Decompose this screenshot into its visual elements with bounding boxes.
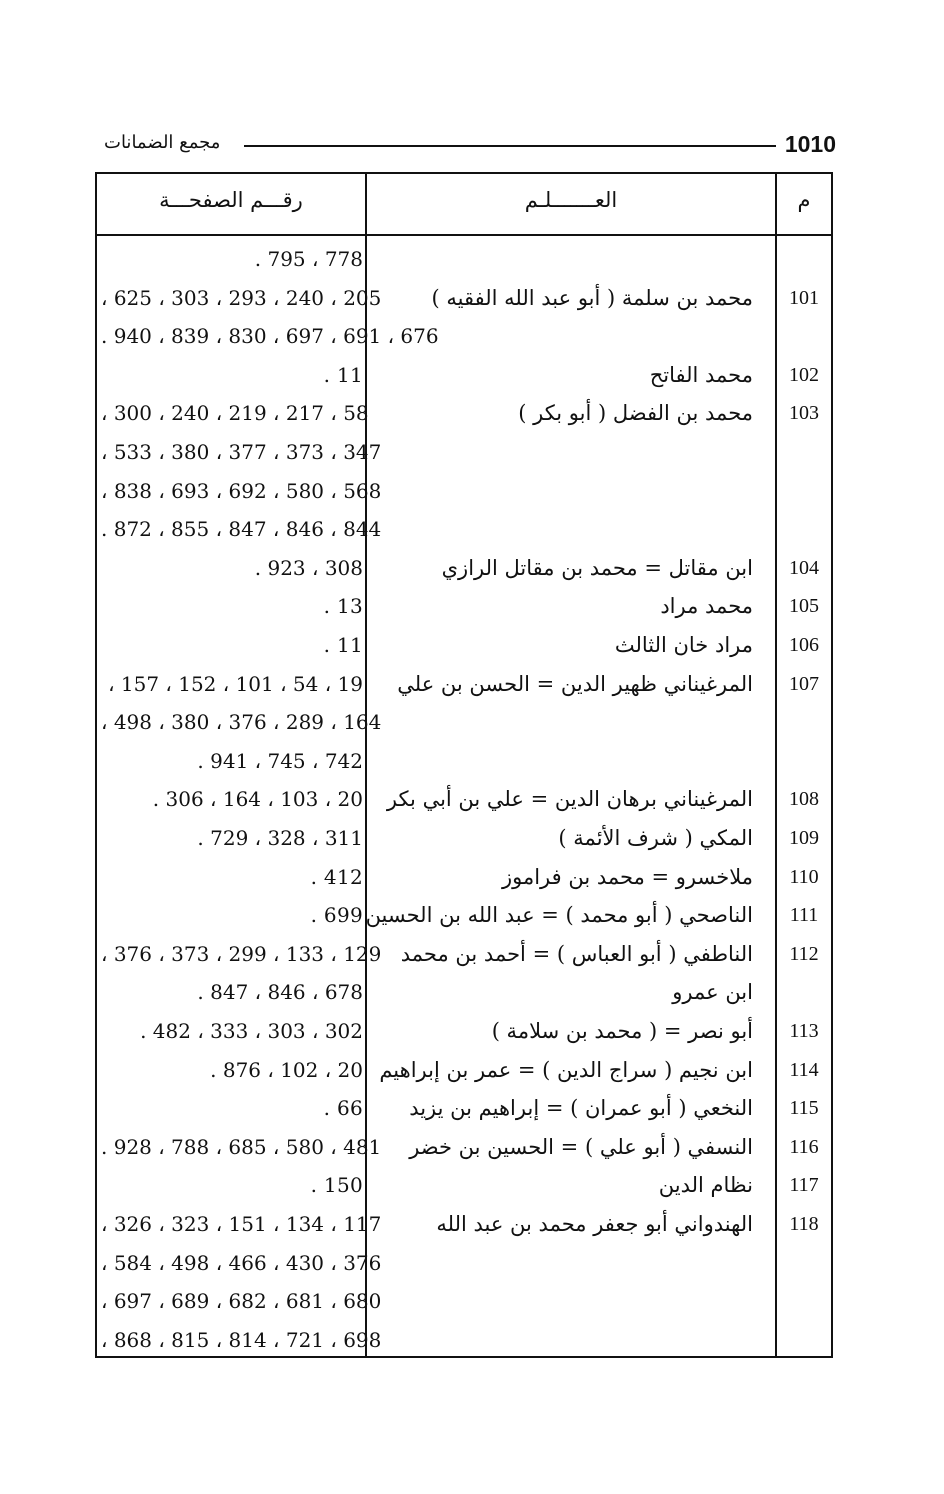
table-row: [97, 587, 831, 625]
row-pages: ، 625 ، 303 ، 293 ، 240 ، 205: [101, 285, 382, 310]
row-number: 117: [789, 1174, 819, 1197]
table-row: [97, 1205, 831, 1243]
row-pages: ، 584 ، 498 ، 466 ، 430 ، 376: [101, 1250, 382, 1275]
row-name: محمد الفاتح: [649, 362, 753, 387]
header-name: العـــــــلـم: [524, 188, 618, 212]
row-number: 106: [789, 634, 819, 656]
table-row: [97, 317, 831, 355]
table-row: [97, 703, 831, 741]
header-divider: [97, 234, 831, 236]
table-row: [97, 973, 831, 1011]
row-number: 112: [789, 942, 819, 965]
row-pages: . 306 ، 164 ، 103 ، 20: [152, 787, 363, 812]
header-rule: [244, 145, 776, 147]
row-pages: ، 376 ، 373 ، 299 ، 133 ، 129: [101, 941, 382, 966]
row-name: نظام الدين: [658, 1173, 753, 1198]
row-number: 116: [789, 1135, 819, 1158]
row-number: 108: [789, 788, 819, 811]
table-row: [97, 433, 831, 471]
row-name: الناطفي ( أبو العباس ) = أحمد بن محمد: [400, 941, 753, 966]
row-number: 107: [789, 672, 819, 695]
row-number: 111: [789, 904, 819, 927]
row-pages: . 150: [310, 1173, 363, 1198]
row-pages: . 876 ، 102 ، 20: [210, 1057, 363, 1082]
row-pages: . 11: [323, 362, 363, 387]
row-name: أبو نصر = ( محمد بن سلامة ): [491, 1019, 753, 1043]
table-row: [97, 394, 831, 432]
table-row: [97, 472, 831, 510]
page-header: [100, 128, 836, 160]
row-name: ابن مقاتل = محمد بن مقاتل الرازي: [441, 555, 753, 580]
table-row: [97, 742, 831, 780]
row-number: 105: [789, 595, 819, 618]
header-num: م: [797, 188, 811, 212]
row-name: محمد بن سلمة ( أبو عبد الله الفقيه ): [431, 285, 753, 310]
row-name: النسفي ( أبو علي ) = الحسين بن خضر: [409, 1134, 753, 1159]
row-name: محمد بن الفضل ( أبو بكر ): [518, 401, 753, 426]
row-number: 118: [789, 1213, 819, 1235]
row-pages: . 940 ، 839 ، 830 ، 697 ، 691 ، 676: [101, 324, 439, 349]
table-row: [97, 1321, 831, 1359]
table-row: [97, 1282, 831, 1320]
row-number: 109: [789, 827, 819, 849]
header-pages: رقـــم الصفحـــة: [159, 188, 303, 212]
row-name: ابن عمرو: [672, 980, 753, 1005]
table-row: [97, 1012, 831, 1050]
row-pages: . 699: [310, 903, 363, 928]
row-pages: ، 868 ، 815 ، 814 ، 721 ، 698: [101, 1327, 382, 1352]
row-pages: . 412: [310, 864, 363, 889]
row-pages: . 923 ، 308: [254, 555, 363, 580]
table-row: [97, 510, 831, 548]
table-row: [97, 819, 831, 857]
table-row: [97, 1089, 831, 1127]
row-name: ابن نجيم ( سراج الدين ) = عمر بن إبراهيم: [379, 1057, 753, 1082]
table-row: [97, 665, 831, 703]
table-row: [97, 1128, 831, 1166]
row-name: المرغيناني برهان الدين = علي بن أبي بكر: [386, 787, 753, 812]
row-name: النخعي ( أبو عمران ) = إبراهيم بن يزيد: [409, 1096, 753, 1121]
table-row: [97, 780, 831, 818]
row-name: المكي ( شرف الأئمة ): [558, 826, 753, 850]
row-pages: . 13: [323, 594, 363, 619]
row-number: 110: [789, 865, 819, 888]
row-pages: . 847 ، 846 ، 678: [197, 980, 363, 1005]
table-row: [97, 1166, 831, 1204]
row-pages: ، 157 ، 152 ، 101 ، 54 ، 19: [108, 671, 363, 696]
row-pages: ، 533 ، 380 ، 377 ، 373 ، 347: [101, 440, 382, 464]
book-title: مجمع الضمانات: [104, 132, 221, 153]
row-name: مراد خان الثالث: [614, 633, 753, 657]
row-number: 101: [789, 286, 819, 309]
row-pages: ، 498 ، 380 ، 376 ، 289 ، 164: [101, 710, 382, 735]
row-name: المرغيناني ظهير الدين = الحسن بن علي: [397, 671, 753, 696]
row-pages: . 941 ، 745 ، 742: [197, 748, 363, 773]
table-row: [97, 896, 831, 934]
row-pages: ، 697 ، 689 ، 682 ، 681 ، 680: [101, 1289, 382, 1314]
row-name: ملاخسرو = محمد بن فراموز: [501, 864, 753, 889]
row-pages: ، 838 ، 693 ، 692 ، 580 ، 568: [101, 478, 382, 503]
row-number: 104: [789, 556, 819, 579]
table-row: [97, 240, 831, 278]
table-row: [97, 626, 831, 664]
row-name: محمد مراد: [660, 594, 753, 619]
row-pages: . 66: [323, 1096, 363, 1121]
row-name: الهندواني أبو جعفر محمد بن عبد الله: [436, 1212, 753, 1236]
row-name: الناصحي ( أبو محمد ) = عبد الله بن الحسين: [365, 903, 753, 928]
row-number: 103: [789, 402, 819, 425]
row-number: 113: [789, 1020, 819, 1042]
row-number: 115: [789, 1097, 819, 1120]
table-row: [97, 549, 831, 587]
row-pages: . 928 ، 788 ، 685 ، 580 ، 481: [101, 1134, 382, 1159]
row-number: 114: [789, 1058, 819, 1081]
row-pages: . 11: [323, 633, 363, 657]
row-pages: . 795 ، 778: [254, 247, 363, 271]
row-pages: . 482 ، 333 ، 303 ، 302: [140, 1019, 363, 1043]
table-row: [97, 279, 831, 317]
index-table: [95, 172, 833, 1358]
page-number: 1010: [784, 131, 836, 157]
table-row: [97, 356, 831, 394]
table-row: [97, 1244, 831, 1282]
table-row: [97, 858, 831, 896]
row-number: 102: [789, 363, 819, 386]
row-pages: . 729 ، 328 ، 311: [197, 826, 363, 850]
row-pages: ، 326 ، 323 ، 151 ، 134 ، 117: [101, 1212, 382, 1236]
table-row: [97, 935, 831, 973]
table-row: [97, 1051, 831, 1089]
row-pages: ، 300 ، 240 ، 219 ، 217 ، 58: [101, 401, 369, 426]
row-pages: . 872 ، 855 ، 847 ، 846 ، 844: [101, 517, 382, 542]
